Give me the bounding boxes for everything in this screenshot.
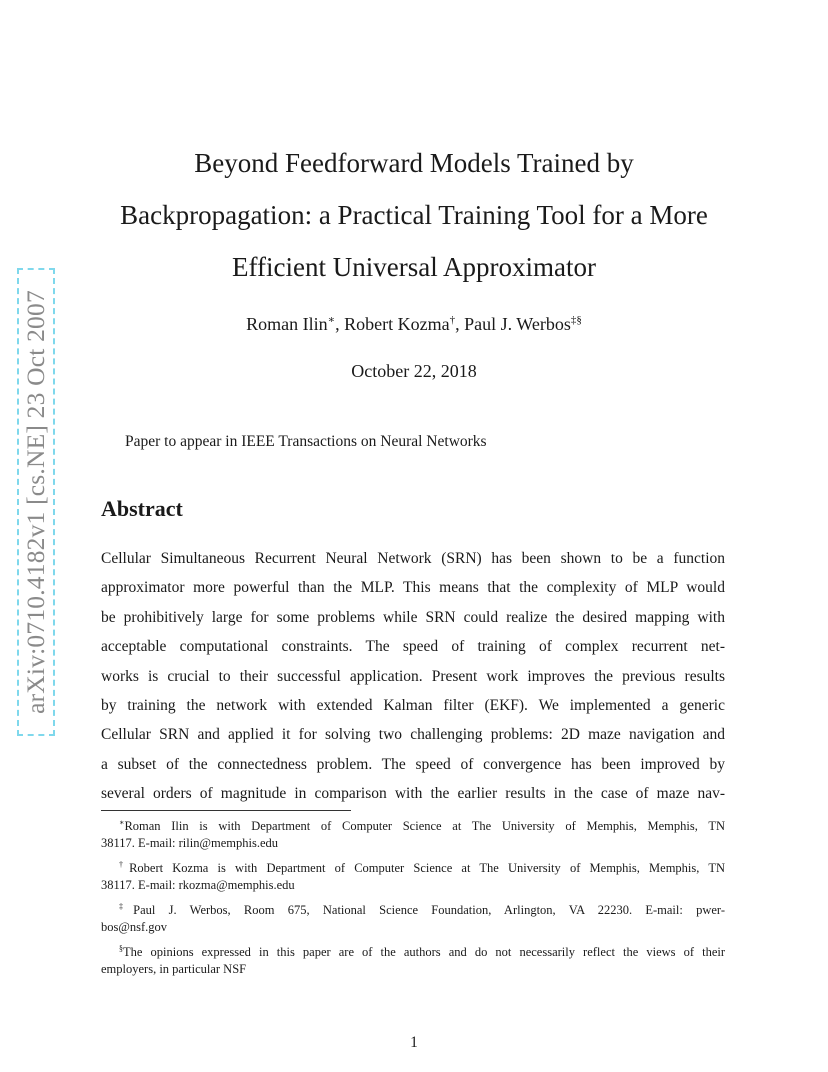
footnote-mark: § [119, 944, 123, 953]
author-list [0, 313, 828, 335]
abstract-line: acceptable computational constraints. The speed of training of complex recurrent net- [101, 638, 725, 656]
abstract-body [101, 544, 725, 809]
author-name: Robert Kozma [344, 314, 450, 334]
footnote-text: The opinions expressed in this paper are of the authors and do not necessarily reflect the views of their [123, 945, 725, 960]
author-name: Roman Ilin [246, 314, 328, 334]
footnote-line: 38117. E-mail: rkozma@memphis.edu [101, 878, 295, 892]
page-number: 1 [410, 1034, 418, 1051]
footnote-line: employers, in particular NSF [101, 962, 247, 976]
footnote-line [101, 938, 725, 959]
abstract-line: several orders of magnitude in comparison with the earlier results in the case of maze nav- [101, 785, 725, 803]
footnote-text: Robert Kozma is with Department of Computer Science at The University of Memphis, Memphis, TN [129, 861, 726, 876]
arxiv-identifier-stamp [17, 268, 55, 736]
publication-note: Paper to appear in IEEE Transactions on Neural Networks [125, 433, 487, 450]
abstract-line: a subset of the connectedness problem. The speed of convergence has been improved by [101, 755, 725, 773]
abstract-line: Cellular Simultaneous Recurrent Neural Network (SRN) has been shown to be a function [101, 550, 725, 567]
abstract-line: approximator more powerful than the MLP. This means that the complexity of MLP would [101, 579, 725, 597]
footnote-mark: † [119, 860, 130, 869]
author-separator: , [455, 314, 465, 334]
footnote-line [101, 854, 725, 875]
arxiv-identifier: arXiv:0710.4182v1 [cs.NE] 23 Oct 2007 [21, 290, 50, 714]
abstract-line: works is crucial to their successful application. Present work improves the previous results [101, 667, 725, 685]
footnote-line [101, 896, 725, 917]
footnote-text: Roman Ilin is with Department of Computer Science at The University of Memphis, Memphis, TN [124, 819, 725, 834]
footnote-line: bos@nsf.gov [101, 920, 168, 934]
footnotes [101, 812, 725, 980]
author-footnote-mark: † [449, 314, 456, 326]
abstract-line: Cellular SRN and applied it for solving two challenging problems: 2D maze navigation and [101, 726, 725, 744]
footnote-rule [101, 810, 351, 811]
footnote-mark: ∗ [119, 818, 125, 827]
paper-date: October 22, 2018 [351, 361, 477, 381]
author-footnote-mark: ‡§ [570, 314, 582, 326]
author-footnote-mark: ∗ [327, 314, 336, 326]
author-separator: , [335, 314, 345, 334]
title-line: Beyond Feedforward Models Trained by [194, 148, 634, 178]
title-line: Backpropagation: a Practical Training Tool for a More [120, 200, 708, 230]
footnote-line: 38117. E-mail: rilin@memphis.edu [101, 836, 278, 850]
footnote-line [101, 812, 725, 833]
abstract-heading: Abstract [101, 496, 183, 521]
title-line: Efficient Universal Approximator [232, 252, 596, 282]
author-name: Paul J. Werbos [464, 314, 571, 334]
abstract-line: be prohibitively large for some problems while SRN could realize the desired mapping with [101, 608, 725, 626]
abstract-line: by training the network with extended Kalman filter (EKF). We implemented a generic [101, 696, 725, 714]
paper-title [0, 137, 828, 293]
footnote-text: Paul J. Werbos, Room 675, National Science Foundation, Arlington, VA 22230. E-mail: pwer- [133, 903, 726, 918]
footnote-mark: ‡ [119, 902, 134, 911]
